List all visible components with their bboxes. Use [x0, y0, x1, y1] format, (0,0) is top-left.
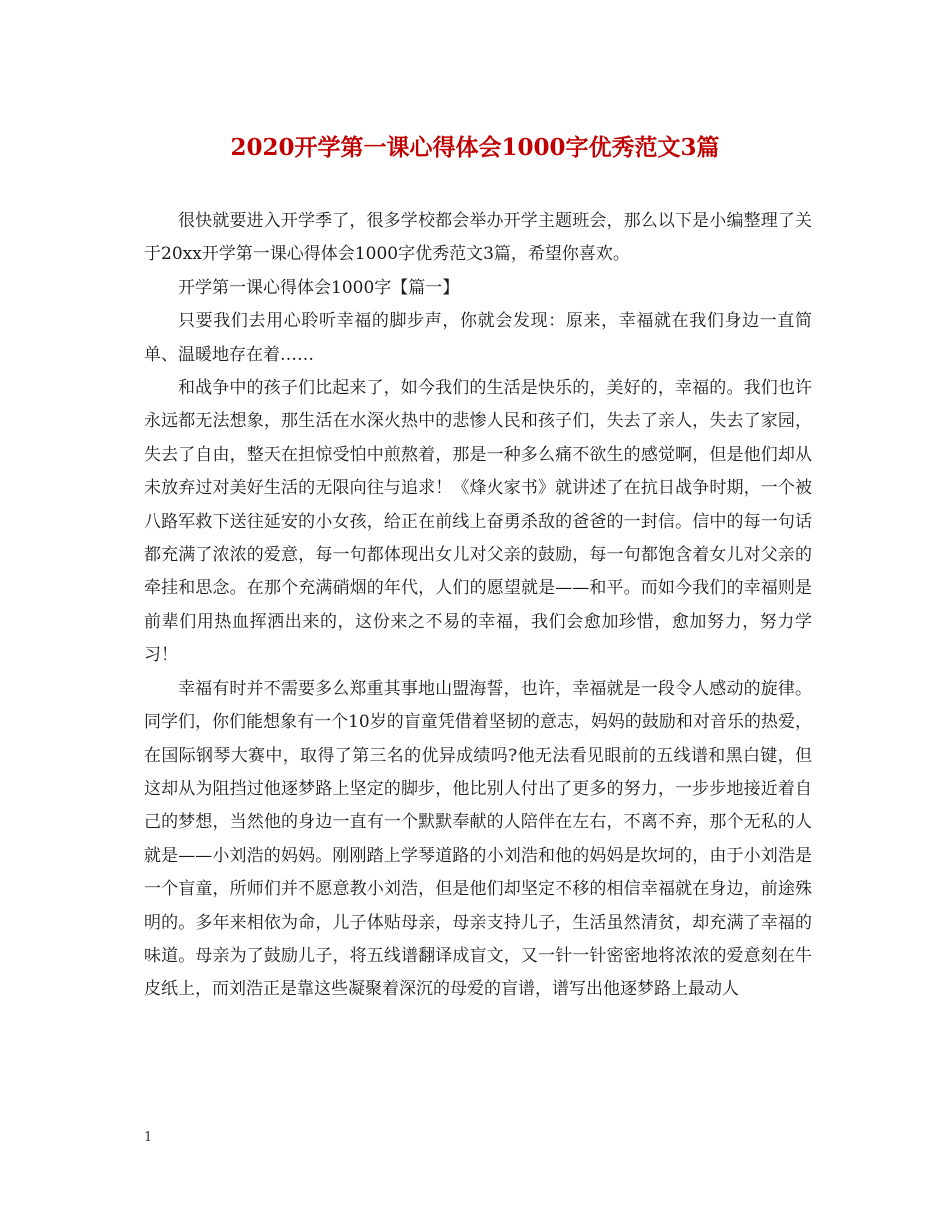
section-heading: 开学第一课心得体会1000字【篇一】 — [178, 277, 460, 298]
body-paragraph: 和战争中的孩子们比起来了，如今我们的生活是快乐的，美好的，幸福的。我们也许永远都无法想象，那生活在水深火热中的悲惨人民和孩子们，失去了亲人，失去了家园，失去了自由，整天在担惊受怕中煎熬着，那是一种多么痛不欲生的感觉啊，但是他们却从未放弃过对美好生活的无限向往与追求！《烽火家书》就讲述了在抗日战争时期，一个被八路军救下送往延安的小女孩，给正在前线上奋勇杀敌的爸爸的一封信。信中的每一句话都充满了浓浓的爱意，每一句都体现出女儿对父亲的鼓励，每一句都饱含着女儿对父亲的牵挂和思念。在那个充满硝烟的年代，人们的愿望就是——和平。而如今我们的幸福则是前辈们用热血挥洒出来的，这份来之不易的幸福，我们会愈加珍惜，愈加努力，努力学习！ — [144, 378, 812, 666]
page-title: 2020开学第一课心得体会1000字优秀范文3篇 — [230, 134, 720, 161]
body-paragraph: 只要我们去用心聆听幸福的脚步声，你就会发现：原来，幸福就在我们身边一直简单、温暖地存在着…… — [144, 311, 812, 365]
body-paragraph: 幸福有时并不需要多么郑重其事地山盟海誓，也许，幸福就是一段令人感动的旋律。同学们，你们能想象有一个10岁的盲童凭借着坚韧的意志，妈妈的鼓励和对音乐的热爱，在国际钢琴大赛中，取得了第三名的优异成绩吗?他无法看见眼前的五线谱和黑白键，但这却从为阻挡过他逐梦路上坚定的脚步，他比别人付出了更多的努力，一步步地接近着自己的梦想，当然他的身边一直有一个默默奉献的人陪伴在左右，不离不弃，那个无私的人就是——小刘浩的妈妈。刚刚踏上学琴道路的小刘浩和他的妈妈是坎坷的，由于小刘浩是一个盲童，所师们并不愿意教小刘浩，但是他们却坚定不移的相信幸福就在身边，前途殊明的。多年来相依为命，儿子体贴母亲，母亲支持儿子，生活虽然清贫，却充满了幸福的味道。母亲为了鼓励儿子，将五线谱翻译成盲文，又一针一针密密地将浓浓的爱意刻在牛皮纸上，而刘浩正是靠这些凝聚着深沉的母爱的盲谱，谱写出他逐梦路上最动人 — [144, 678, 812, 1000]
document-body — [144, 205, 812, 1007]
page-number: 1 — [144, 1130, 153, 1145]
intro-paragraph: 很快就要进入开学季了，很多学校都会举办开学主题班会，那么以下是小编整理了关于20xx开学第一课心得体会1000字优秀范文3篇，希望你喜欢。 — [144, 211, 812, 265]
